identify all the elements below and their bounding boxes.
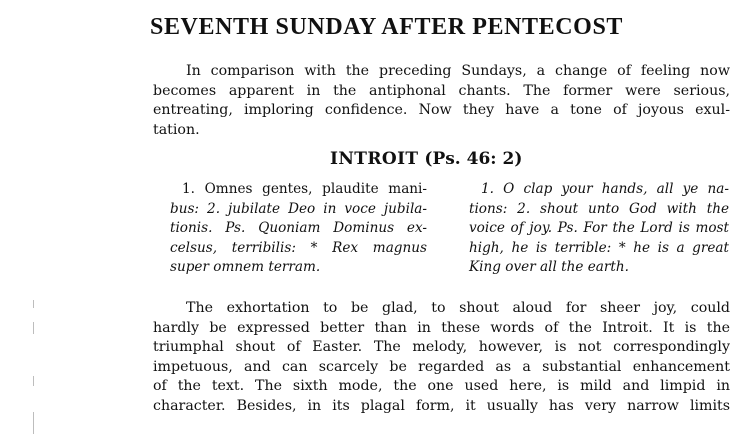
paragraph-line: triumphal shout of Easter. The melody, however, is not correspondingly	[153, 339, 730, 355]
chapter-title: SEVENTH SUNDAY AFTER PENTECOST	[150, 14, 624, 40]
section-reference: (Ps. 46: 2)	[424, 149, 523, 169]
intro-paragraph	[153, 62, 730, 140]
latin-line: super omnem terram.	[170, 259, 321, 275]
margin-scan-mark	[33, 412, 34, 434]
margin-scan-mark	[33, 376, 34, 386]
latin-line: 1. Omnes gentes, plaudite mani-	[182, 181, 427, 197]
paragraph-line: The exhortation to be glad, to shout aloud for sheer joy, could	[186, 300, 730, 316]
latin-line: tionis. Ps. Quoniam Dominus ex-	[170, 220, 427, 236]
paragraph-line: impetuous, and can scarcely be regarded as a substantial enhancement	[153, 358, 730, 375]
paragraph-line: tation.	[153, 121, 200, 138]
latin-line: celsus, terribilis: * Rex magnus	[170, 239, 427, 256]
paragraph-line: hardly be expressed better than in these words of the Introit. It is the	[153, 319, 730, 336]
english-line: voice of joy. Ps. For the Lord is most	[469, 220, 729, 236]
paragraph-line: entreating, imploring confidence. Now they have a tone of joyous exul-	[153, 102, 730, 118]
english-line: 1. O clap your hands, all ye na-	[481, 181, 729, 197]
paragraph-line: character. Besides, in its plagal form, it usually has very narrow limits	[153, 397, 730, 414]
english-line: King over all the earth.	[469, 259, 629, 275]
english-column	[469, 180, 729, 278]
margin-scan-mark	[33, 300, 34, 308]
english-line: tions: 2. shout unto God with the	[469, 200, 729, 217]
paragraph-line: In comparison with the preceding Sundays, a change of feeling now	[186, 63, 730, 79]
latin-line: bus: 2. jubilate Deo in voce jubila-	[170, 200, 427, 217]
margin-scan-mark	[33, 322, 34, 334]
paragraph-line: of the text. The sixth mode, the one used here, is mild and limpid in	[153, 378, 730, 394]
paragraph-line: becomes apparent in the antiphonal chants. The former were serious,	[153, 82, 730, 99]
section-heading	[330, 149, 522, 169]
section-name: INTROIT	[330, 149, 419, 169]
english-line: high, he is terrible: * he is a great	[469, 239, 729, 256]
latin-column	[170, 180, 427, 278]
commentary-paragraph	[153, 299, 730, 416]
